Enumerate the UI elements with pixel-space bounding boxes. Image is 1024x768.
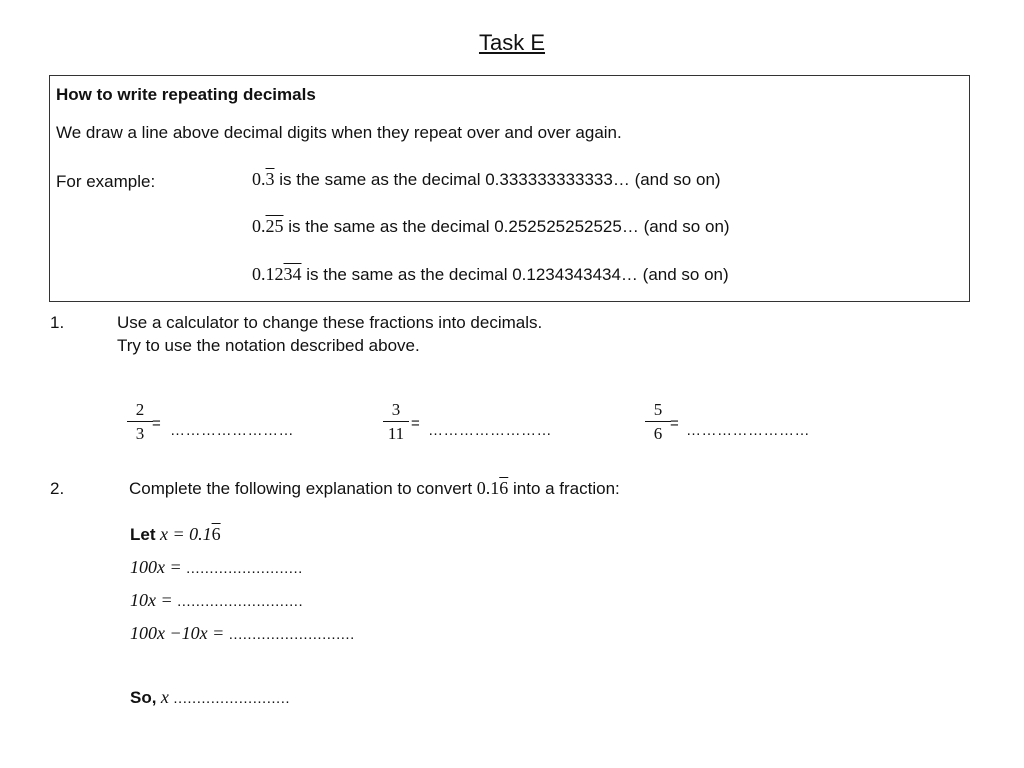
example-row-1 [252, 169, 721, 190]
equals-sign: = [670, 415, 679, 432]
answer-blank-2[interactable]: …………………… [428, 422, 552, 439]
example-2-text: is the same as the decimal 0.252525252525… (and so on) [283, 217, 730, 236]
step-10x-label: 10x = [130, 590, 173, 610]
question-2-decimal-repeat: 6 [499, 478, 509, 498]
equals-sign: = [152, 415, 161, 432]
page-title: Task E [478, 30, 546, 55]
example-3-text: is the same as the decimal 0.1234343434… (and so on) [301, 265, 729, 284]
question-2-text-after: into a fraction: [508, 479, 620, 498]
fraction-bar [383, 421, 409, 422]
step-10x [130, 590, 303, 611]
answer-blank-1[interactable]: …………………… [170, 422, 294, 439]
example-1-prefix: 0. [252, 169, 266, 189]
example-1-repeat: 3 [265, 169, 275, 189]
question-2-text-before: Complete the following explanation to convert [129, 479, 477, 498]
question-1-line-2: Try to use the notation described above. [117, 336, 420, 355]
question-1-number: 1. [50, 313, 65, 332]
fraction-bar [645, 421, 671, 422]
fraction-numerator: 3 [391, 400, 401, 419]
step-100x-label: 100x = [130, 557, 182, 577]
fraction-denominator: 6 [653, 424, 663, 443]
example-3-prefix: 0.12 [252, 264, 284, 284]
let-repeat-digit: 6 [211, 524, 221, 544]
equals-sign: = [411, 415, 420, 432]
example-1-text: is the same as the decimal 0.333333333333… (and so on) [274, 170, 721, 189]
for-example-label: For example: [56, 172, 156, 191]
let-line [130, 524, 221, 545]
question-1-line-1: Use a calculator to change these fractions into decimals. [117, 313, 543, 332]
answer-blank-3[interactable]: …………………… [686, 422, 810, 439]
question-2-decimal-prefix: 0.1 [476, 478, 500, 498]
question-2-number: 2. [50, 479, 65, 498]
step-difference-blank[interactable]: ........................... [228, 626, 355, 643]
fraction-denominator: 11 [387, 424, 405, 443]
fraction-2-3 [127, 400, 153, 444]
fraction-numerator: 5 [653, 400, 663, 419]
example-2-repeat: 25 [265, 216, 284, 236]
info-box-intro: We draw a line above decimal digits when they repeat over and over again. [56, 123, 622, 142]
step-10x-blank[interactable]: ........................... [177, 593, 304, 610]
example-row-3 [252, 264, 729, 285]
fraction-3-11 [383, 400, 409, 444]
step-100x [130, 557, 303, 578]
question-2-text [129, 478, 620, 499]
step-difference-label: 100x −10x = [130, 623, 225, 643]
so-line [130, 687, 290, 708]
so-word: So, [130, 688, 157, 707]
step-difference [130, 623, 355, 644]
so-variable: x [160, 687, 169, 707]
example-2-prefix: 0. [252, 216, 266, 236]
so-blank[interactable]: ......................... [173, 690, 291, 707]
example-3-repeat: 34 [283, 264, 302, 284]
example-row-2 [252, 216, 730, 237]
fraction-5-6 [645, 400, 671, 444]
let-word: Let [130, 525, 156, 544]
fraction-denominator: 3 [135, 424, 145, 443]
fraction-numerator: 2 [135, 400, 145, 419]
fraction-bar [127, 421, 153, 422]
step-100x-blank[interactable]: ......................... [186, 560, 303, 577]
info-box-heading: How to write repeating decimals [56, 85, 316, 104]
let-expression: x = 0.1 [159, 524, 212, 544]
